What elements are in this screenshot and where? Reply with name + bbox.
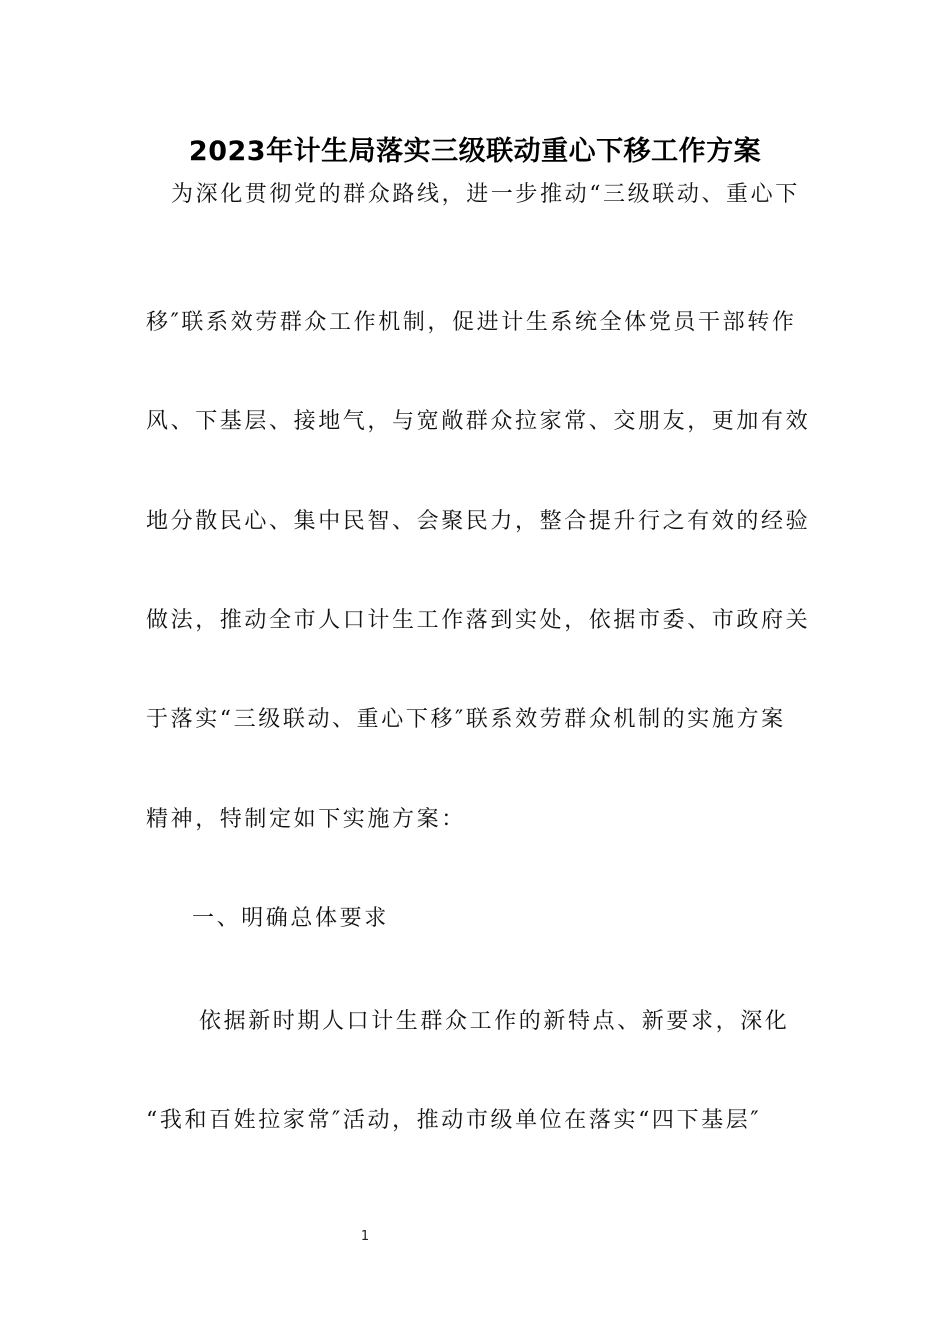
document-title: 2023年计生局落实三级联动重心下移工作方案	[188, 136, 762, 167]
paragraph-line: 于落实“三级联动、重心下移″联系效劳群众机制的实施方案	[146, 707, 786, 732]
paragraph-line: 做法，推动全市人口计生工作落到实处，依据市委、市政府关	[146, 608, 811, 633]
paragraph-line: 精神，特制定如下实施方案：	[146, 807, 466, 832]
paragraph-line: 风、下基层、接地气，与宽敞群众拉家常、交朋友，更加有效	[146, 409, 811, 434]
paragraph-line: 为深化贯彻党的群众路线，进一步推动“三级联动、重心下	[171, 182, 800, 207]
page-number: 1	[360, 1229, 370, 1244]
paragraph-line: 依据新时期人口计生群众工作的新特点、新要求，深化	[199, 1009, 790, 1034]
section-heading: 一、明确总体要求	[192, 906, 389, 931]
paragraph-line: 地分散民心、集中民智、会聚民力，整合提升行之有效的经验	[146, 509, 811, 534]
paragraph-line: 移″联系效劳群众工作机制，促进计生系统全体党员干部转作	[146, 310, 797, 335]
paragraph-line: “我和百姓拉家常″活动，推动市级单位在落实“四下基层″	[146, 1108, 762, 1133]
